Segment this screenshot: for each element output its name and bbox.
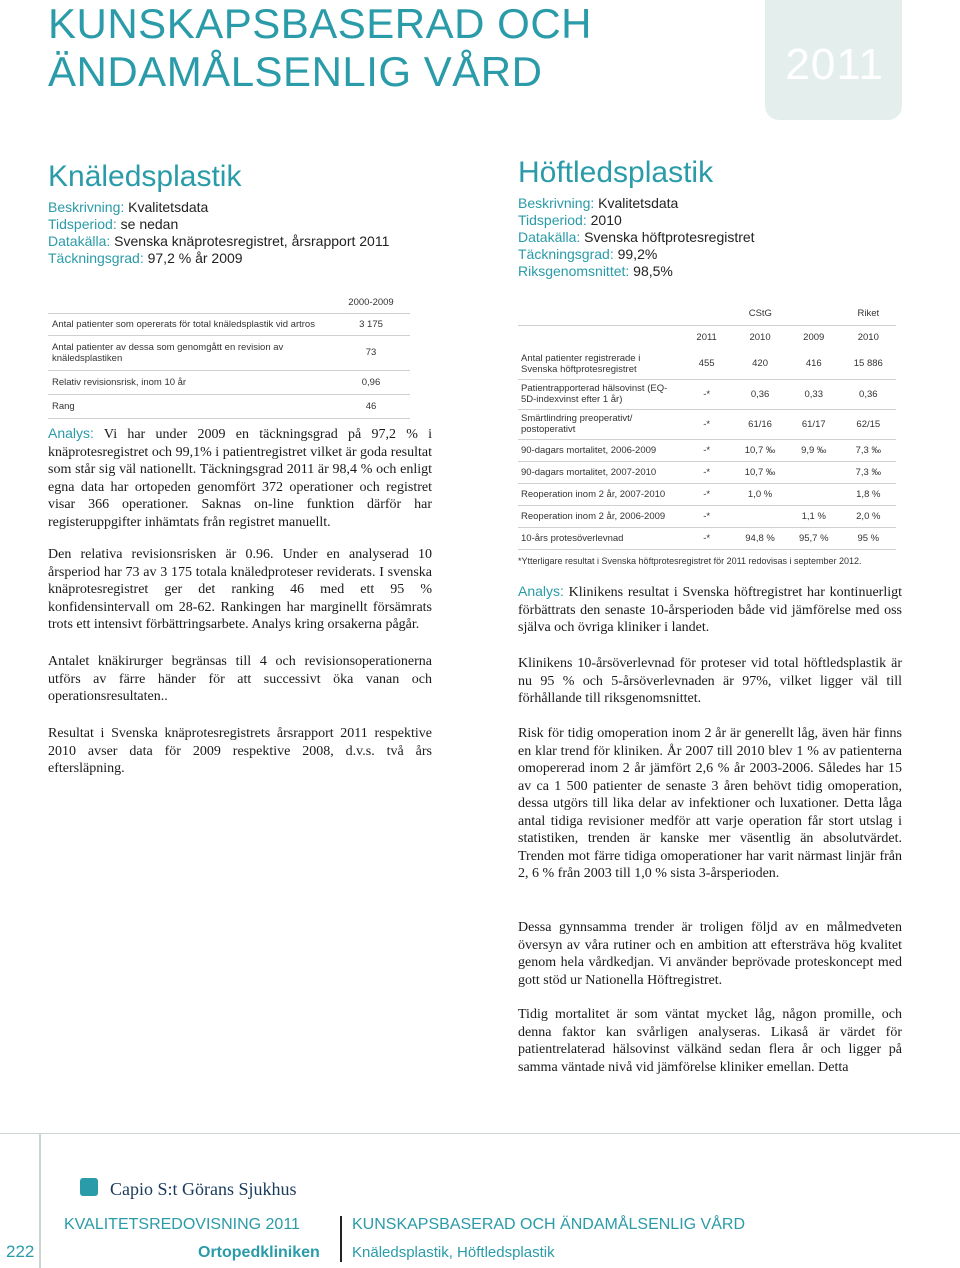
hip-analys-text: Klinikens resultat i Svenska höftregistret har kontinuerligt förbättrats den senaste 10-årsperioden både vid jämförelse med oss själva och övriga kliniker i landet. bbox=[518, 585, 902, 635]
hip-cell: 15 886 bbox=[841, 349, 896, 379]
knee-row-label: Relativ revisionsrisk, inom 10 år bbox=[48, 370, 332, 394]
hip-cell: -* bbox=[680, 505, 733, 527]
knee-paragraph: Antalet knäkirurger begränsas till 4 och revisionsoperationerna utförs av färre händer för att successivt öka vanan och operationsresultaten.. bbox=[48, 654, 432, 704]
hip-row-label: Patientrapporterad hälsovinst (EQ-5D-indexvinst efter 1 år) bbox=[518, 379, 680, 409]
hip-cell: 7,3 ‰ bbox=[841, 461, 896, 483]
hip-cell: 94,8 % bbox=[733, 527, 787, 549]
hip-paragraph: Risk för tidig omoperation inom 2 år är generellt låg, även här finns en klar trend för kliniken. År 2007 till 2010 blev 1 % av patienterna omopererad inom 2 år jämfört 2,6 % år 2003-2006. Således har 15 av ca 1 500 patienter de senaste 3 åren behövt tidig omoperation, dessa utgörs till lika delar av infektioner och luxationer. Detta låga antal tidiga revisioner medför att varje operation får stort utslag i statistiken, trenden är kanske mer väsentlig än absolutvärdet. Trenden mot färre tidiga omoperationer har varit närmast linjär från 2, 6 % från 2003 till 1,0 % sista 3-årsperioden. bbox=[518, 726, 902, 881]
hip-cell: 1,0 % bbox=[733, 483, 787, 505]
footer-section-subtitle: Knäledsplastik, Höftledsplastik bbox=[352, 1244, 555, 1261]
hip-cell: 62/15 bbox=[841, 409, 896, 439]
page-title bbox=[48, 0, 748, 96]
page-number: 222 bbox=[6, 1242, 35, 1261]
hip-cell: 455 bbox=[680, 349, 733, 379]
knee-paragraph: Den relativa revisionsrisken är 0.96. Under en analyserad 10 årsperiod har 73 av 3 175 totala knäledproteser reviderats. I svenska knäprotesregistret ger det ranking 46 med ett 95 % konfidensintervall om 28-62. Rankingen har marginellt försämrats trots ett intensivt förbättringsarbete. Analys kring orsakerna pågår. bbox=[48, 547, 432, 632]
hospital-logo-text: Capio S:t Görans Sjukhus bbox=[110, 1179, 297, 1199]
year-badge bbox=[765, 0, 902, 120]
knee-row-label: Rang bbox=[48, 394, 332, 418]
hip-cell: 7,3 ‰ bbox=[841, 439, 896, 461]
knee-paragraph: Resultat i Svenska knäprotesregistrets årsrapport 2011 respektive 2010 avser data för 2009 respektive 2008, d.v.s. två års eftersläpning. bbox=[48, 726, 432, 776]
hip-cell: -* bbox=[680, 439, 733, 461]
hip-cell: 1,8 % bbox=[841, 483, 896, 505]
hip-analys-label: Analys: bbox=[518, 583, 564, 599]
knee-row-value: 3 175 bbox=[332, 313, 410, 335]
hip-footnote: *Ytterligare resultat i Svenska höftprotesregistret för 2011 redovisas i september 2012. bbox=[518, 556, 862, 566]
hip-cell: 10,7 ‰ bbox=[733, 439, 787, 461]
hip-cell: 61/16 bbox=[733, 409, 787, 439]
hip-cell: -* bbox=[680, 483, 733, 505]
hip-cell: -* bbox=[680, 527, 733, 549]
hip-cell: -* bbox=[680, 461, 733, 483]
page-title-line1: KUNSKAPSBASERAD OCH bbox=[48, 0, 592, 47]
knee-meta-row: Täckningsgrad: 97,2 % år 2009 bbox=[48, 250, 243, 266]
hip-row-label: Reoperation inom 2 år, 2007-2010 bbox=[518, 483, 680, 505]
hip-meta-row: Tidsperiod: 2010 bbox=[518, 212, 622, 228]
knee-row-label: Antal patienter av dessa som genomgått en revision av knäledsplastiken bbox=[48, 335, 332, 370]
knee-period-header: 2000-2009 bbox=[332, 293, 410, 313]
hip-meta-row: Täckningsgrad: 99,2% bbox=[518, 246, 658, 262]
knee-row-label: Antal patienter som opererats för total knäledsplastik vid artros bbox=[48, 313, 332, 335]
hip-cell: 61/17 bbox=[787, 409, 841, 439]
hip-group-riket: Riket bbox=[841, 303, 896, 325]
knee-analys-text: Vi har under 2009 en täckningsgrad på 97,2 % i knäprotesregistret och 99,1% i patientregistret vilket är goda resultat som står sig väl nationellt. Täckningsgrad 2011 är 98,4 % och enligt egna data har ortopeden genomfört 372 operationer och registret visar 366 operationer. Saknas on-line funktion därför har registeruppgifter inhämtats från registret manuellt. bbox=[48, 427, 433, 530]
hip-meta-row: Beskrivning: Kvalitetsdata bbox=[518, 195, 679, 211]
hip-cell: 0,36 bbox=[841, 379, 896, 409]
hip-cell: 420 bbox=[733, 349, 787, 379]
hip-year: 2010 bbox=[749, 331, 771, 343]
page-title-line2: ÄNDAMÅLSENLIG VÅRD bbox=[48, 48, 543, 95]
hip-table bbox=[518, 303, 896, 550]
hip-meta-row: Datakälla: Svenska höftprotesregistret bbox=[518, 229, 755, 245]
hip-row-label: 10-års protesöverlevnad bbox=[518, 527, 680, 549]
hip-year: 2011 bbox=[696, 331, 717, 343]
capio-logo-icon bbox=[80, 1178, 98, 1196]
hip-cell: -* bbox=[680, 379, 733, 409]
hip-paragraph: Klinikens 10-årsöverlevnad för proteser vid total höftledsplastik är nu 95 % och 5-årsöverlevnaden är 97%, vilket ligger väl till förhållande till riksgenomsnittet. bbox=[518, 656, 902, 706]
knee-meta-row: Beskrivning: Kvalitetsdata bbox=[48, 199, 209, 215]
hip-group-cstg: CStG bbox=[680, 303, 841, 325]
hip-cell: -* bbox=[680, 409, 733, 439]
knee-meta bbox=[48, 199, 468, 267]
hip-section-title: Höftledsplastik bbox=[518, 156, 714, 189]
hip-row-label: 90-dagars mortalitet, 2007-2010 bbox=[518, 461, 680, 483]
hip-cell: 0,36 bbox=[733, 379, 787, 409]
year-label: 2011 bbox=[785, 40, 884, 89]
hip-cell: 0,33 bbox=[787, 379, 841, 409]
hip-row-label: Smärtlindring preoperativt/ postoperativt bbox=[518, 409, 680, 439]
knee-analys-label: Analys: bbox=[48, 425, 94, 441]
hip-cell: 10,7 ‰ bbox=[733, 461, 787, 483]
footer-section-title: KUNSKAPSBASERAD OCH ÄNDAMÅLSENLIG VÅRD bbox=[352, 1216, 745, 1233]
hip-analys bbox=[518, 583, 902, 637]
hip-cell bbox=[733, 505, 787, 527]
hip-cell: 9,9 ‰ bbox=[787, 439, 841, 461]
knee-analys bbox=[48, 425, 432, 531]
knee-table bbox=[48, 293, 410, 419]
footer-divider bbox=[340, 1216, 342, 1262]
hip-meta bbox=[518, 195, 938, 280]
hip-cell: 2,0 % bbox=[841, 505, 896, 527]
hip-paragraph: Dessa gynnsamma trender är troligen följd av en målmedveten översyn av våra rutiner och en ambition att eftersträva hög kvalitet genom hela vårdkedjan. Vi använder beprövade proteskoncept med gott stöd ur Nationella Höftregistret. bbox=[518, 920, 902, 988]
hip-paragraph: Tidig mortalitet är som väntat mycket låg, någon promille, och denna faktor kan svårligen analyseras. Likaså är värdet för patientrelaterad hälsovinst välkänd sedan flera år och ligger på samma väntade nivå vid jämförelse kliniker emellan. Detta bbox=[518, 1007, 902, 1075]
hip-cell bbox=[787, 461, 841, 483]
hip-year: 2009 bbox=[803, 331, 825, 343]
knee-row-value: 46 bbox=[332, 394, 410, 418]
footer-department: Ortopedkliniken bbox=[198, 1244, 320, 1261]
hip-row-label: 90-dagars mortalitet, 2006-2009 bbox=[518, 439, 680, 461]
footer-report-title: KVALITETSREDOVISNING 2011 bbox=[64, 1216, 300, 1233]
knee-row-value: 0,96 bbox=[332, 370, 410, 394]
hip-cell: 95,7 % bbox=[787, 527, 841, 549]
knee-row-value: 73 bbox=[332, 335, 410, 370]
hip-cell: 1,1 % bbox=[787, 505, 841, 527]
knee-meta-row: Tidsperiod: se nedan bbox=[48, 216, 179, 232]
hip-year: 2010 bbox=[857, 331, 879, 343]
hip-meta-row: Riksgenomsnittet: 98,5% bbox=[518, 263, 673, 279]
hip-cell: 416 bbox=[787, 349, 841, 379]
knee-section-title: Knäledsplastik bbox=[48, 160, 242, 193]
hip-row-label: Antal patienter registrerade i Svenska höftprotesregistret bbox=[518, 349, 680, 379]
hip-row-label: Reoperation inom 2 år, 2006-2009 bbox=[518, 505, 680, 527]
hip-cell bbox=[787, 483, 841, 505]
hip-cell: 95 % bbox=[841, 527, 896, 549]
knee-meta-row: Datakälla: Svenska knäprotesregistret, årsrapport 2011 bbox=[48, 233, 390, 249]
